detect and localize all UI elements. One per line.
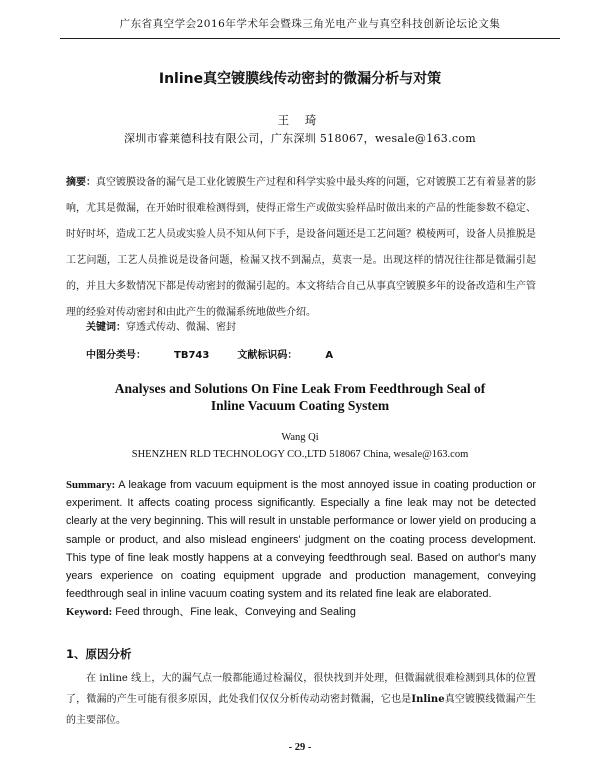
- english-title-line-1: Analyses and Solutions On Fine Leak From Feedthrough Seal of: [114, 381, 486, 396]
- header-rule: [60, 38, 560, 39]
- english-author: Wang Qi: [281, 432, 319, 443]
- chinese-abstract: [66, 170, 536, 326]
- chinese-author: 王 琦: [277, 113, 323, 127]
- english-title: [0, 380, 600, 414]
- body-paragraph: 在 inline 线上，大的漏气点一般都能通过检漏仪，很快找到并处理，但微漏就很难检测到具体的位置了，微漏的产生可能有很多原因，此处我们仅仅分析传动动密封微漏，它也是Inline真空镀膜线微漏产生的主要部位。: [66, 673, 537, 726]
- chinese-keywords: [86, 318, 236, 333]
- abstract-text: 真空镀膜设备的漏气是工业化镀膜生产过程和科学实验中最头疼的问题，它对镀膜工艺有着显著的影响，尤其是微漏，在开始时很难检测得到，使得正常生产或做实验样品时做出来的产品的性能参数不稳定、时好时坏，造成工艺人员或实验人员不知从何下手，是设备问题还是工艺问题？模棱两可，设备人员推脱是工艺问题，工艺人员推说是设备问题，检漏又找不到漏点，莫衷一是。出现这样的情况往往都是微漏引起的，并且大多数情况下都是传动密封的微漏引起的。本文将结合自己从事真空镀膜多年的设备改造和生产管理的经验对传动密封和由此产生的微漏系统地做些介绍。: [66, 177, 536, 318]
- summary-text: A leakage from vacuum equipment is the most annoyed issue in coating production or experiment. It affects coating process significantly. Especially a fine leak may not be detected clearly at the very beginning. This will result in unstable performance or lower yield on producing a sample or product, and also mislead engineers' judgment on the coating process development. This type of fine leak mostly happens at a conveying feedthrough seal. Based on author's many years experience on coating equipment upgrade and production management, conveying feedthrough seal in inline vacuum coating system and its related fine leak are elaborated.: [66, 479, 536, 601]
- keywords-label: 关键词：: [86, 322, 126, 333]
- chinese-affiliation: 深圳市睿莱德科技有限公司，广东深圳 518067，wesale@163.com: [123, 132, 477, 145]
- english-affiliation: SHENZHEN RLD TECHNOLOGY CO.,LTD 518067 China, wesale@163.com: [131, 449, 469, 460]
- english-keywords-text: Feed through、Fine leak、Conveying and Sealing: [115, 606, 356, 618]
- chinese-title: Inline真空镀膜线传动密封的微漏分析与对策: [158, 71, 442, 87]
- english-keywords: [66, 604, 356, 619]
- english-summary: [66, 476, 536, 603]
- classification: 中图分类号： TB743: [86, 350, 210, 361]
- section-heading: 1、原因分析: [66, 647, 132, 661]
- english-title-line-2: Inline Vacuum Coating System: [210, 398, 390, 413]
- summary-label: Summary:: [66, 479, 116, 491]
- english-keywords-label: Keyword:: [66, 606, 113, 618]
- abstract-label: 摘要：: [66, 177, 96, 188]
- keywords-text: 穿透式传动、微漏、密封: [126, 322, 236, 333]
- page-number: - 29 -: [288, 742, 312, 753]
- running-header: 广东省真空学会2016年学术年会暨珠三角光电产业与真空科技创新论坛论文集: [119, 18, 501, 30]
- document-code: 文献标识码： A: [237, 350, 334, 361]
- classification-line: [86, 346, 333, 361]
